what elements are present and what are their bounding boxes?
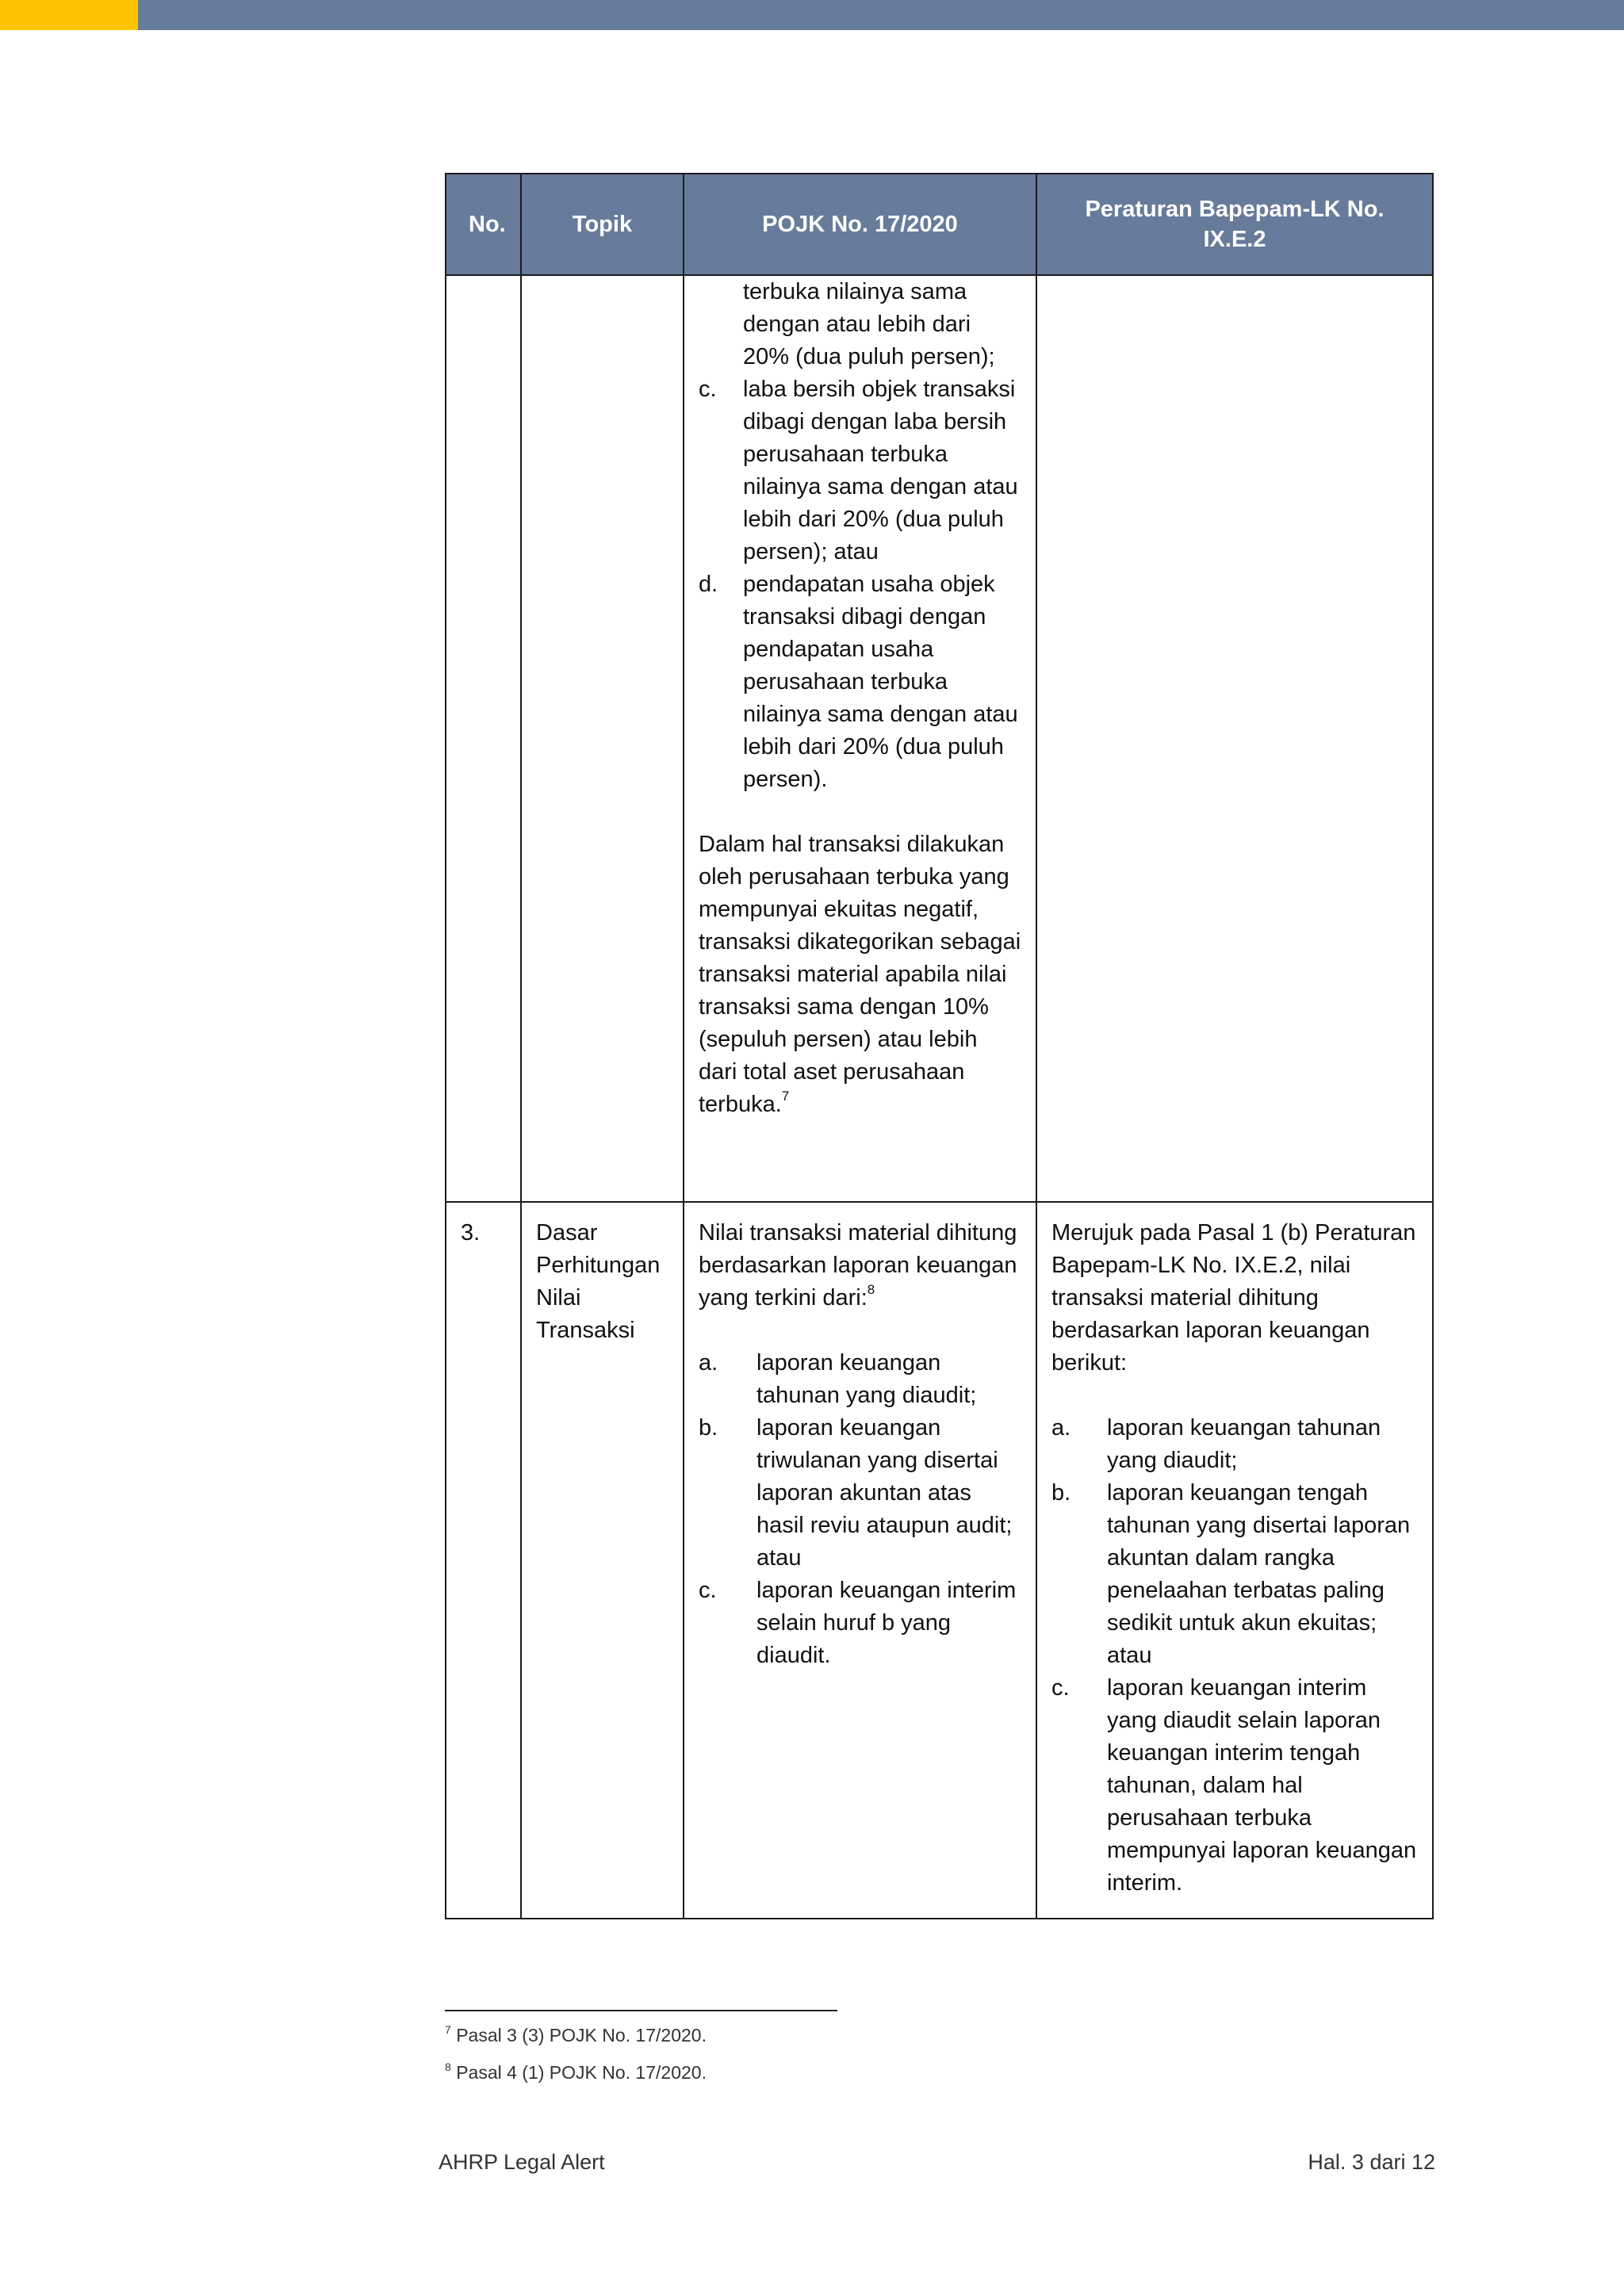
list-text: laporan keuangan tahunan yang diaudit; [756,1350,977,1408]
cell-no [446,1202,521,1919]
table-row [446,275,1433,1202]
list-marker: c. [699,1578,717,1603]
footnote-text: Pasal 4 (1) POJK No. 17/2020. [456,2062,707,2083]
cell-no-continued [446,275,521,1202]
cell-bapepam-continued [1036,275,1433,1202]
negative-equity-paragraph [699,828,1021,1121]
footnote-number: 8 [445,2061,451,2073]
top-banner-bar [0,0,1624,30]
header-pojk: POJK No. 17/2020 [684,174,1036,275]
footnote-ref-8[interactable]: 8 [867,1282,875,1297]
list-item [1051,1672,1418,1900]
footnote-text: Pasal 3 (3) POJK No. 17/2020. [456,2025,707,2045]
header-topik: Topik [521,174,684,275]
header-no: No. [446,174,521,275]
footnote-7 [445,2024,707,2046]
row-topic: Dasar Perhitungan Nilai Transaksi [536,1220,661,1343]
row-number: 3. [461,1220,481,1246]
pojk-intro [699,1217,1021,1314]
footer-page-number: Hal. 3 dari 12 [1308,2150,1435,2174]
header-bapepam: Peraturan Bapepam-LK No. IX.E.2 [1036,174,1433,275]
list-marker: b. [1051,1480,1071,1506]
list-marker: c. [699,377,717,402]
comparison-table [445,173,1434,1919]
top-banner-accent [0,0,138,30]
list-item [699,568,1021,796]
table-row [446,1202,1433,1919]
list-item [699,1347,1021,1412]
list-marker: a. [1051,1415,1071,1441]
footnote-ref-7[interactable]: 7 [781,1089,790,1104]
list-text: laporan keuangan tengah tahunan yang disertai laporan akuntan dalam rangka penelaahan terbatas paling sedikit untuk akun ekuitas; atau [1107,1480,1411,1668]
table-header-row [446,174,1433,275]
list-text: laporan keuangan triwulanan yang disertai laporan akuntan atas hasil reviu ataupun audit; atau [756,1415,1013,1571]
intro-text: Nilai transaksi material dihitung berdasarkan laporan keuangan yang terkini dari: [699,1220,1017,1311]
bapepam-intro: Merujuk pada Pasal 1 (b) Peraturan Bapepam-LK No. IX.E.2, nilai transaksi material dihitung berdasarkan laporan keuangan berikut: [1051,1220,1416,1376]
list-text: pendapatan usaha objek transaksi dibagi dengan pendapatan usaha perusahaan terbuka nilainya sama dengan atau lebih dari 20% (dua puluh persen). [743,572,1018,792]
list-text: laporan keuangan tahunan yang diaudit; [1107,1415,1381,1473]
list-item [699,1575,1021,1672]
cell-topik [521,1202,684,1919]
list-marker: d. [699,572,718,597]
cell-bapepam [1036,1202,1433,1919]
list-item [699,373,1021,568]
list-marker: b. [699,1415,718,1441]
list-text: laporan keuangan interim selain huruf b yang diaudit. [756,1578,1017,1668]
footer-publication-name: AHRP Legal Alert [439,2150,605,2174]
list-marker: a. [699,1350,718,1376]
footnote-divider [445,2010,837,2011]
list-text: laba bersih objek transaksi dibagi dengan laba bersih perusahaan terbuka nilainya sama dengan atau lebih dari 20% (dua puluh persen); atau [743,377,1018,564]
paragraph-text: Dalam hal transaksi dilakukan oleh perusahaan terbuka yang mempunyai ekuitas negatif, transaksi dikategorikan sebagai transaksi material apabila nilai transaksi sama dengan 10% (sepuluh persen) atau lebih dari total aset perusahaan terbuka. [699,832,1021,1117]
list-item [1051,1412,1418,1477]
footnote-8 [445,2061,707,2084]
cell-pojk-continued [684,275,1036,1202]
cell-pojk [684,1202,1036,1919]
list-text: laporan keuangan interim yang diaudit selain laporan keuangan interim tengah tahunan, dalam hal perusahaan terbuka mempunyai laporan keuangan interim. [1107,1675,1417,1896]
list-marker: c. [1051,1675,1070,1701]
footnote-number: 7 [445,2023,451,2036]
list-item [1051,1477,1418,1672]
list-item [699,1412,1021,1575]
continued-text: terbuka nilainya sama dengan atau lebih dari 20% (dua puluh persen); [743,279,995,369]
cell-topik-continued [521,275,684,1202]
